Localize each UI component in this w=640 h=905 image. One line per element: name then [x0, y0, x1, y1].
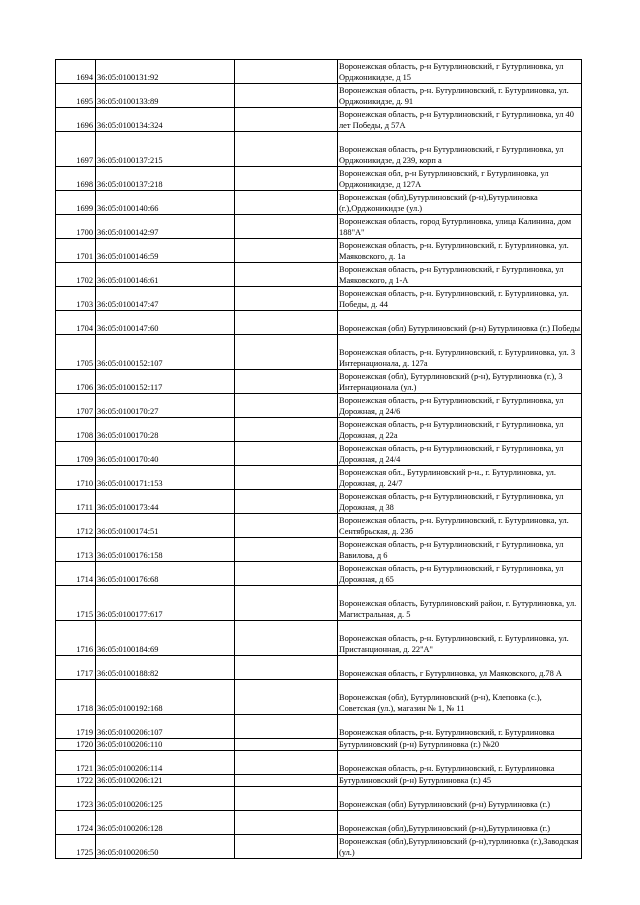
row-number: 1696: [56, 108, 96, 132]
address-cell: Воронежская область, р-н Бутурлиновский, г Бутурлиновка, ул Орджоникидзе, д 239, корп а: [338, 132, 582, 167]
empty-cell: [235, 394, 338, 418]
table-row: [56, 787, 582, 811]
row-number: 1716: [56, 621, 96, 656]
empty-cell: [235, 656, 338, 680]
cadastral-number: 36:05:0100133:89: [96, 84, 235, 108]
row-number: 1706: [56, 370, 96, 394]
table-row: [56, 775, 582, 787]
address-cell: Воронежская (обл),Бутурлиновский (р-н),Бутурлиновка (г.): [338, 811, 582, 835]
empty-cell: [235, 84, 338, 108]
cadastral-number: 36:05:0100152:107: [96, 335, 235, 370]
cadastral-number: 36:05:0100171:153: [96, 466, 235, 490]
row-number: 1694: [56, 60, 96, 84]
table-row: [56, 335, 582, 370]
empty-cell: [235, 787, 338, 811]
row-number: 1715: [56, 586, 96, 621]
address-cell: Воронежская область, р-н Бутурлиновский, г Бутурлиновка, ул Орджоникидзе, д 15: [338, 60, 582, 84]
cadastral-number: 36:05:0100134:324: [96, 108, 235, 132]
empty-cell: [235, 835, 338, 859]
empty-cell: [235, 680, 338, 715]
address-cell: Воронежская область, р-н Бутурлиновский, г Бутурлиновка, ул Дорожная, д 24/6: [338, 394, 582, 418]
empty-cell: [235, 263, 338, 287]
row-number: 1711: [56, 490, 96, 514]
table-row: [56, 394, 582, 418]
address-cell: Воронежская область, р-н Бутурлиновский, г Бутурлиновка, ул Дорожная, д 24/4: [338, 442, 582, 466]
address-cell: Воронежская область, р-н. Бутурлиновский, г. Бутурлиновка, ул. Орджоникидзе, д. 91: [338, 84, 582, 108]
empty-cell: [235, 621, 338, 656]
cadastral-number: 36:05:0100206:107: [96, 715, 235, 739]
cadastral-number: 36:05:0100192:168: [96, 680, 235, 715]
row-number: 1718: [56, 680, 96, 715]
row-number: 1702: [56, 263, 96, 287]
address-cell: Воронежская область, р-н. Бутурлиновский, г. Бутурлиновка, ул. Маяковского, д. 1а: [338, 239, 582, 263]
table-row: [56, 287, 582, 311]
address-cell: Воронежская область, р-н. Бутурлиновский, г. Бутурлиновка: [338, 751, 582, 775]
address-cell: Воронежская обл, р-н Бутурлиновский, г Бутурлиновка, ул Орджоникидзе, д 127А: [338, 167, 582, 191]
table-row: [56, 680, 582, 715]
cadastral-number: 36:05:0100188:82: [96, 656, 235, 680]
cadastral-number: 36:05:0100170:40: [96, 442, 235, 466]
empty-cell: [235, 514, 338, 538]
table-row: [56, 60, 582, 84]
empty-cell: [235, 715, 338, 739]
empty-cell: [235, 60, 338, 84]
empty-cell: [235, 442, 338, 466]
empty-cell: [235, 751, 338, 775]
cadastral-number: 36:05:0100206:110: [96, 739, 235, 751]
row-number: 1703: [56, 287, 96, 311]
row-number: 1701: [56, 239, 96, 263]
address-cell: Воронежская область, р-н Бутурлиновский, г Бутурлиновка, ул Дорожная, д 65: [338, 562, 582, 586]
cadastral-number: 36:05:0100147:60: [96, 311, 235, 335]
table-row: [56, 739, 582, 751]
cadastral-number: 36:05:0100174:51: [96, 514, 235, 538]
address-cell: Воронежская область, город Бутурлиновка, улица Калинина, дом 188"А": [338, 215, 582, 239]
table-row: [56, 835, 582, 859]
empty-cell: [235, 538, 338, 562]
cadastral-number: 36:05:0100142:97: [96, 215, 235, 239]
table-row: [56, 586, 582, 621]
table-body: [56, 60, 582, 859]
table-row: [56, 442, 582, 466]
row-number: 1719: [56, 715, 96, 739]
cadastral-number: 36:05:0100146:61: [96, 263, 235, 287]
address-cell: Воронежская область, р-н Бутурлиновский, г Бутурлиновка, ул Вавилова, д 6: [338, 538, 582, 562]
table-row: [56, 191, 582, 215]
row-number: 1708: [56, 418, 96, 442]
cadastral-number: 36:05:0100137:218: [96, 167, 235, 191]
table-row: [56, 167, 582, 191]
cadastral-number: 36:05:0100177:617: [96, 586, 235, 621]
table-row: [56, 751, 582, 775]
table-row: [56, 715, 582, 739]
row-number: 1712: [56, 514, 96, 538]
row-number: 1714: [56, 562, 96, 586]
empty-cell: [235, 775, 338, 787]
row-number: 1724: [56, 811, 96, 835]
row-number: 1721: [56, 751, 96, 775]
empty-cell: [235, 370, 338, 394]
address-cell: Бутурлиновский (р-н) Бутурлиновка (г.) 45: [338, 775, 582, 787]
address-cell: Воронежская (обл),Бутурлиновский (р-н),Бутурлиновка (г.),Орджоникидзе (ул.): [338, 191, 582, 215]
cadastral-number: 36:05:0100206:125: [96, 787, 235, 811]
cadastral-number: 36:05:0100170:27: [96, 394, 235, 418]
address-cell: Воронежская (обл),Бутурлиновский (р-н),турлиновка (г.),Заводская (ул.): [338, 835, 582, 859]
table-row: [56, 215, 582, 239]
cadastral-number: 36:05:0100173:44: [96, 490, 235, 514]
row-number: 1695: [56, 84, 96, 108]
address-cell: Воронежская обл., Бутурлиновский р-н., г. Бутурлиновка, ул. Дорожная, д. 24/7: [338, 466, 582, 490]
row-number: 1697: [56, 132, 96, 167]
cadastral-number: 36:05:0100206:128: [96, 811, 235, 835]
row-number: 1722: [56, 775, 96, 787]
cadastral-number: 36:05:0100184:69: [96, 621, 235, 656]
cadastral-number: 36:05:0100137:215: [96, 132, 235, 167]
address-cell: Воронежская область, р-н. Бутурлиновский, г. Бутурлиновка, ул. Победы, д. 44: [338, 287, 582, 311]
table-row: [56, 562, 582, 586]
empty-cell: [235, 466, 338, 490]
address-cell: Воронежская область, р-н Бутурлиновский, г Бутурлиновка, ул 40 лет Победы, д 57А: [338, 108, 582, 132]
empty-cell: [235, 811, 338, 835]
table-row: [56, 311, 582, 335]
row-number: 1698: [56, 167, 96, 191]
cadastral-number: 36:05:0100206:121: [96, 775, 235, 787]
table-row: [56, 656, 582, 680]
empty-cell: [235, 311, 338, 335]
cadastral-number: 36:05:0100206:50: [96, 835, 235, 859]
table-row: [56, 490, 582, 514]
address-cell: Бутурлиновский (р-н) Бутурлиновка (г.) №20: [338, 739, 582, 751]
cadastral-number: 36:05:0100152:117: [96, 370, 235, 394]
cadastral-table: [55, 59, 582, 859]
address-cell: Воронежская область, р-н Бутурлиновский, г Бутурлиновка, ул Маяковского, д 1-А: [338, 263, 582, 287]
empty-cell: [235, 287, 338, 311]
empty-cell: [235, 739, 338, 751]
cadastral-number: 36:05:0100176:68: [96, 562, 235, 586]
address-cell: Воронежская область, г Бутурлиновка, ул Маяковского, д.78 А: [338, 656, 582, 680]
empty-cell: [235, 418, 338, 442]
empty-cell: [235, 335, 338, 370]
empty-cell: [235, 191, 338, 215]
address-cell: Воронежская (обл) Бутурлиновский (р-н) Бутурлиновка (г.) Победы: [338, 311, 582, 335]
row-number: 1717: [56, 656, 96, 680]
empty-cell: [235, 586, 338, 621]
empty-cell: [235, 167, 338, 191]
cadastral-number: 36:05:0100140:66: [96, 191, 235, 215]
cadastral-number: 36:05:0100206:114: [96, 751, 235, 775]
empty-cell: [235, 490, 338, 514]
table-row: [56, 132, 582, 167]
empty-cell: [235, 108, 338, 132]
address-cell: Воронежская область, р-н. Бутурлиновский, г. Бутурлиновка, ул. Сентябрьская, д. 23б: [338, 514, 582, 538]
table-row: [56, 811, 582, 835]
row-number: 1725: [56, 835, 96, 859]
empty-cell: [235, 562, 338, 586]
table-row: [56, 84, 582, 108]
address-cell: Воронежская область, р-н Бутурлиновский, г Бутурлиновка, ул Дорожная, д 38: [338, 490, 582, 514]
address-cell: Воронежская область, р-н. Бутурлиновский, г. Бутурлиновка: [338, 715, 582, 739]
address-cell: Воронежская область, р-н. Бутурлиновский, г. Бутурлиновка, ул. Пристанционная, д. 22"А": [338, 621, 582, 656]
empty-cell: [235, 215, 338, 239]
row-number: 1720: [56, 739, 96, 751]
table-row: [56, 538, 582, 562]
address-cell: Воронежская область, Бутурлиновский район, г. Бутурлиновка, ул. Магистральная, д. 5: [338, 586, 582, 621]
row-number: 1709: [56, 442, 96, 466]
cadastral-number: 36:05:0100170:28: [96, 418, 235, 442]
table-row: [56, 621, 582, 656]
table-row: [56, 108, 582, 132]
address-cell: Воронежская (обл), Бутурлиновский (р-н), Бутурлиновка (г.), 3 Интернационала (ул.): [338, 370, 582, 394]
row-number: 1707: [56, 394, 96, 418]
table-row: [56, 263, 582, 287]
empty-cell: [235, 132, 338, 167]
row-number: 1704: [56, 311, 96, 335]
empty-cell: [235, 239, 338, 263]
row-number: 1699: [56, 191, 96, 215]
table-row: [56, 514, 582, 538]
row-number: 1713: [56, 538, 96, 562]
cadastral-number: 36:05:0100146:59: [96, 239, 235, 263]
address-cell: Воронежская область, р-н Бутурлиновский, г Бутурлиновка, ул Дорожная, д 22а: [338, 418, 582, 442]
address-cell: Воронежская (обл) Бутурлиновский (р-н) Бутурлиновка (г.): [338, 787, 582, 811]
cadastral-number: 36:05:0100176:158: [96, 538, 235, 562]
row-number: 1705: [56, 335, 96, 370]
table-row: [56, 370, 582, 394]
row-number: 1700: [56, 215, 96, 239]
table-row: [56, 239, 582, 263]
address-cell: Воронежская область, р-н. Бутурлиновский, г. Бутурлиновка, ул. 3 Интернационала, д. 127а: [338, 335, 582, 370]
row-number: 1723: [56, 787, 96, 811]
row-number: 1710: [56, 466, 96, 490]
cadastral-number: 36:05:0100131:92: [96, 60, 235, 84]
table-row: [56, 418, 582, 442]
cadastral-number: 36:05:0100147:47: [96, 287, 235, 311]
table-row: [56, 466, 582, 490]
address-cell: Воронежская (обл), Бутурлиновский (р-н), Клеповка (с.), Советская (ул.), магазин № 1, № 11: [338, 680, 582, 715]
